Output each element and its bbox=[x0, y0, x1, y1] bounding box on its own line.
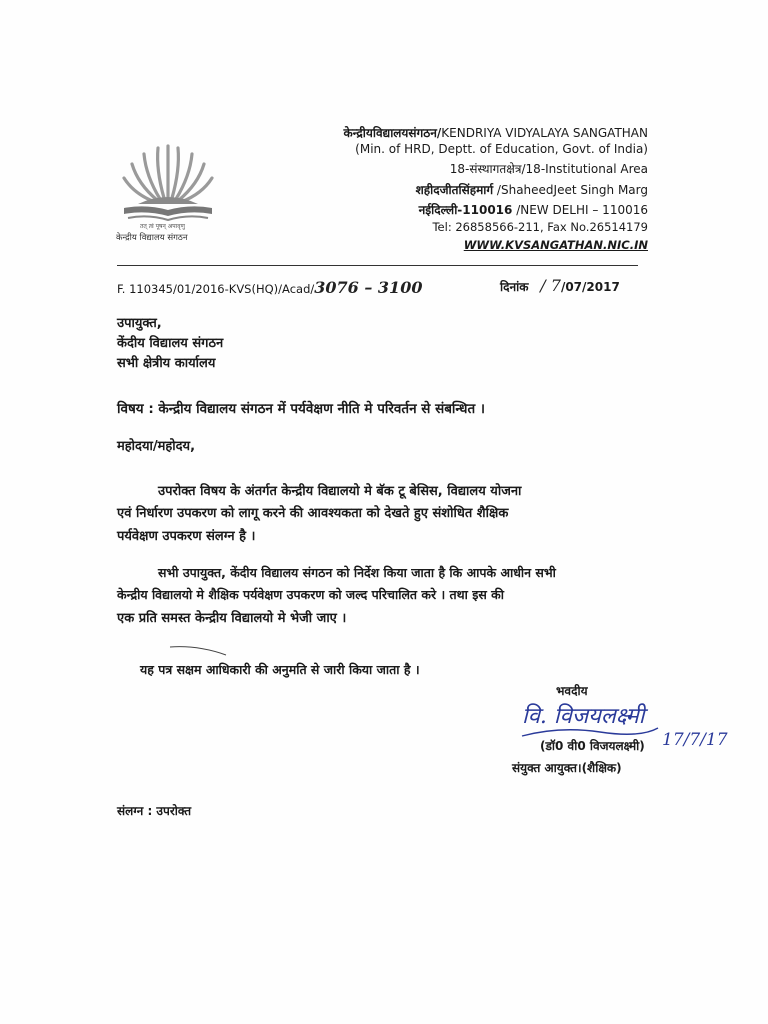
addressee-line-1: उपायुक्त, bbox=[117, 316, 162, 331]
paragraph-2-line-1: सभी उपायुक्त, केंदीय विद्यालय संगठन को निर्देश किया जाता है कि आपके आधीन सभी bbox=[158, 565, 556, 580]
paragraph-1-line-3: पर्यवेक्षण उपकरण संलग्न है । bbox=[117, 529, 256, 544]
sun-rays-emblem-icon bbox=[118, 140, 218, 230]
reference-handwritten: 3076 – 3100 bbox=[314, 278, 423, 297]
paragraph-2-line-2: केन्द्रीय विद्यालयो मे शैक्षिक पर्यवेक्षण उपकरण को जल्द परिचालित करे । तथा इस की bbox=[117, 587, 505, 602]
addressee-line-2: केंदीय विद्यालय संगठन bbox=[117, 336, 224, 351]
enclosure-note: संलग्न : उपरोक्त bbox=[117, 804, 192, 818]
reference-printed: F. 110345/01/2016-KVS(HQ)/Acad/ bbox=[117, 282, 315, 296]
org-street-english: /ShaheedJeet Singh Marg bbox=[493, 183, 648, 197]
signatory-name: (डॉ0 वी0 विजयलक्ष्मी) bbox=[540, 739, 645, 753]
logo-caption: केन्द्रीय विद्यालय संगठन bbox=[116, 233, 188, 243]
closing-line: यह पत्र सक्षम आधिकारी की अनुमति से जारी किया जाता है । bbox=[140, 662, 420, 677]
org-street bbox=[416, 181, 648, 198]
salutation: महोदया/महोदय, bbox=[117, 439, 196, 454]
org-area bbox=[450, 160, 648, 177]
paragraph-1-line-1: उपरोक्त विषय के अंतर्गत केन्द्रीय विद्यालयो मे बॅक टू बेसिस, विद्यालय योजना bbox=[158, 484, 522, 499]
addressee-line-3: सभी क्षेत्रीय कार्यालय bbox=[117, 356, 216, 371]
valediction: भवदीय bbox=[556, 684, 588, 698]
date-label: दिनांक bbox=[500, 280, 529, 294]
paragraph-2-line-3: एक प्रति समस्त केन्द्रीय विद्यालयो मे भेजी जाए । bbox=[117, 611, 347, 626]
signatory-designation: संयुक्त आयुक्त।(शैक्षिक) bbox=[512, 761, 622, 775]
org-city-english: /NEW DELHI – 110016 bbox=[512, 203, 648, 217]
date-handwritten: / 7 bbox=[540, 276, 561, 295]
org-name bbox=[343, 124, 648, 141]
subject-line: विषय : केन्द्रीय विद्यालय संगठन में पर्यवेक्षण नीति मे परिवर्तन से संबन्धित । bbox=[117, 401, 485, 417]
letter-date bbox=[500, 276, 620, 295]
date-printed: /07/2017 bbox=[560, 280, 620, 294]
org-name-english: KENDRIYA VIDYALAYA SANGATHAN bbox=[441, 126, 648, 140]
org-city-hindi: नईदिल्ली-110016 bbox=[418, 203, 513, 217]
header-divider bbox=[117, 265, 638, 266]
kvs-logo bbox=[118, 140, 218, 250]
signature-script: वि. विजयलक्ष्मी bbox=[522, 704, 645, 729]
org-name-hindi: केन्द्रीयविद्यालयसंगठन/ bbox=[343, 126, 442, 140]
org-area-hindi: 18-संस्थागतक्षेत्र bbox=[449, 162, 522, 176]
reference-number bbox=[117, 278, 422, 297]
paragraph-1-line-2: एवं निर्धारण उपकरण को लागू करने की आवश्यकता को देखते हुए संशोधित शैक्षिक bbox=[117, 506, 509, 521]
org-contact: Tel: 26858566-211, Fax No.26514179 bbox=[432, 220, 648, 234]
org-street-hindi: शहीदजीतसिंहमार्ग bbox=[415, 183, 494, 197]
org-ministry: (Min. of HRD, Deptt. of Education, Govt. of India) bbox=[355, 142, 648, 156]
logo-motto: तत् त्वं पूषन् अपावृणु bbox=[140, 223, 185, 230]
pen-stroke-mark-icon bbox=[168, 643, 228, 657]
org-website-link[interactable]: WWW.KVSANGATHAN.NIC.IN bbox=[463, 238, 648, 252]
org-area-english: /18-Institutional Area bbox=[521, 162, 648, 176]
signature-date-handwritten: 17/7/17 bbox=[662, 730, 728, 750]
org-city bbox=[419, 201, 648, 218]
